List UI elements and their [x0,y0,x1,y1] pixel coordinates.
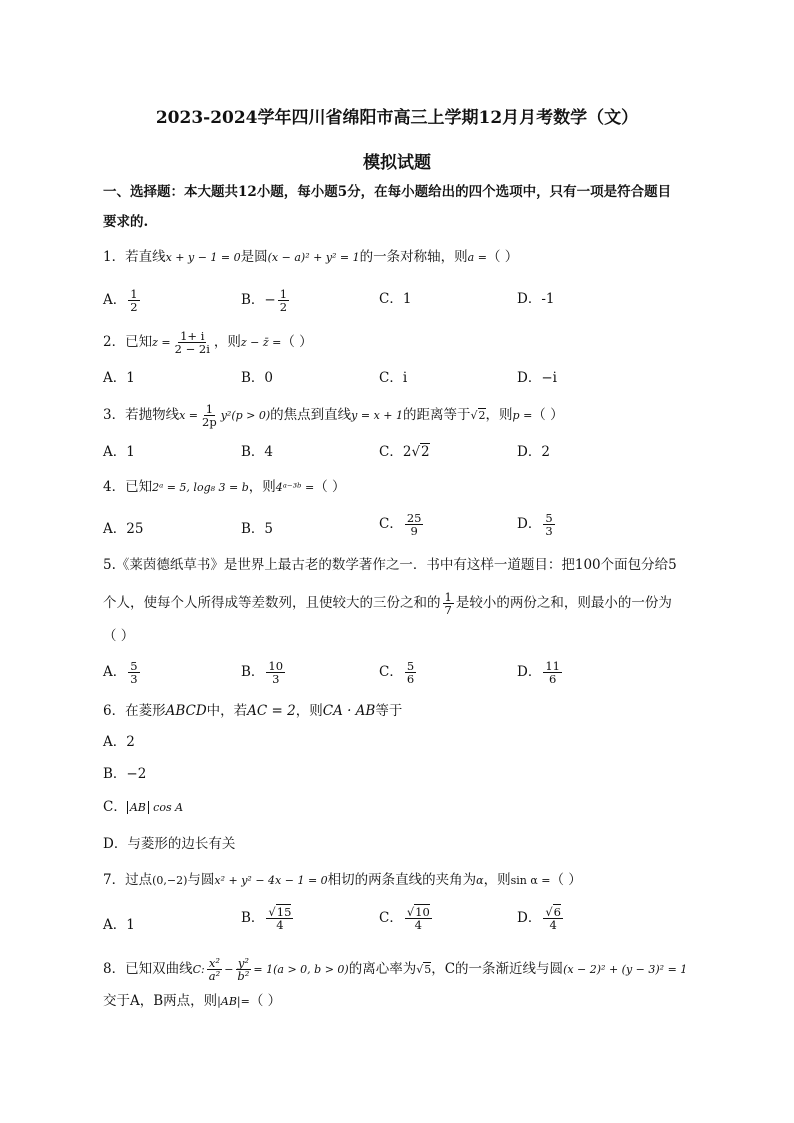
q7-option-c-label: C． [379,910,403,926]
question-3 [103,403,564,428]
q7-option-b-label: B． [241,910,265,926]
q3-option-c-coefficient: 2 [402,444,412,460]
q5-option-c-fraction [405,660,416,685]
question-5-line2 [103,591,672,616]
q7-answer-blank: （ ） [550,872,582,888]
q7-circle-equation: x² + y² − 4x − 1 = 0 [214,874,328,887]
q6-option-c-vector: AB [127,801,149,814]
q2-fraction [173,330,212,355]
q4-option-d-label: D． [517,516,542,532]
q7-option-c-fraction [405,906,432,931]
q1-option-b-sign: − [264,292,276,308]
denominator: 3 [130,672,138,686]
q1-option-b-fraction [278,288,289,313]
q4-given: 2ᵃ = 5, log₈ 3 = b [152,481,249,494]
q7-point: (0,−2) [152,874,188,887]
q5-option-d-label: D． [517,664,542,680]
question-1 [103,248,518,267]
q5-fraction [443,591,454,616]
q8-fraction-y [235,957,251,982]
numerator: 5 [130,659,138,673]
q4-option-c-label: C． [379,516,403,532]
q5-answer-blank: （ ） [103,628,135,644]
q3-text-mid: 的焦点到直线 [270,407,352,423]
denominator: 2 [130,300,138,314]
q7-option-d-fraction [543,906,563,931]
q1-option-a-fraction [128,288,139,313]
q8-answer-blank: （ ） [249,993,282,1009]
q3-line-equation: y = x + 1 [351,409,404,422]
q4-option-c [379,512,425,537]
q1-text-post: 的一条对称轴，则 [359,249,468,265]
q6-option-b: B．−2 [103,766,147,782]
q6-shape-name: ABCD [165,703,207,719]
denominator: 6 [406,672,415,686]
denominator: 4 [414,918,422,932]
q8-prefix: 8．已知双曲线 [103,961,193,977]
q1-text-mid: 是圆 [240,249,268,265]
q5-line2-suffix: 是较小的两份之和，则最小的一份为 [455,595,672,611]
q6-option-c-cos: cos A [153,801,184,814]
q7-text-post: ，则 [483,872,511,888]
q1-answer-blank: （ ） [486,249,519,265]
q1-line-equation: x + y − 1 = 0 [165,251,241,264]
numerator: 11 [545,659,560,673]
q6-option-c [103,798,183,817]
q7-alpha: α [476,874,484,887]
q2-option-d: D．−i [517,370,557,386]
q8-equation-rhs: = 1(a > 0, b > 0) [253,963,349,976]
q8-ab-length: |AB|= [217,995,250,1008]
q8-text-mid: 的离心率为 [348,961,417,977]
q7-text-mid2: 相切的两条直线的夹角为 [327,872,477,888]
q4-text-post: ，则 [248,479,276,495]
numerator: x² [208,956,220,970]
q1-option-d: D．-1 [517,291,555,307]
q2-option-c: C．i [379,370,408,386]
document-subtitle: 模拟试题 [363,153,431,173]
q3-prefix: 3．若抛物线 [103,407,180,423]
q8-text-mid2: ，C的一条渐近线与圆 [431,961,564,977]
q3-option-b: B．4 [241,444,274,460]
q3-option-c: C．2√2 [379,444,430,460]
denominator: 2 [279,300,288,314]
q7-text-mid: 与圆 [187,872,215,888]
q3-option-d: D．2 [517,444,550,460]
numerator: 1+ i [180,329,205,343]
q4-option-c-fraction [405,512,424,537]
denominator: b² [237,969,250,983]
q7-option-d-label: D． [517,910,542,926]
q1-option-b [241,288,291,313]
q3-answer-blank: （ ） [532,407,564,423]
q1-option-a-label: A． [103,292,127,308]
q8-minus: − [224,963,234,976]
denominator: 2p [202,415,217,429]
q4-option-d [517,512,557,537]
q8-fraction-x [207,957,222,982]
question-2 [103,330,313,355]
q1-circle-equation: (x − a)² + y² = 1 [267,251,360,264]
section-instruction-line1: 一、选择题：本大题共12小题，每小题5分，在每小题给出的四个选项中，只有一项是符合题目 [103,184,672,200]
q2-prefix: 2．已知 [103,334,153,350]
question-8-line2 [103,992,281,1011]
q3-condition: y²(p > 0) [220,409,271,422]
q3-text-post: ，则 [485,407,513,423]
q3-option-c-radicand: 2 [421,444,430,460]
q3-option-a: A．1 [103,444,135,460]
q7-sin: sin α = [510,874,551,887]
denominator: a² [208,969,221,983]
q8-circle-equation: (x − 2)² + (y − 3)² = 1 [563,963,688,976]
question-6 [103,702,402,720]
radicand: 6 [553,905,561,919]
q7-option-d [517,906,565,931]
denominator: 6 [548,672,557,686]
q6-option-c-label: C． [103,799,127,815]
q8-curve-name: C: [192,963,205,976]
denominator: 3 [545,524,553,538]
denominator: 4 [276,918,284,932]
q2-z: z = [152,336,171,349]
q7-option-b [241,906,295,931]
numerator: 10 [268,659,284,673]
q2-option-a: A．1 [103,370,135,386]
q7-option-a: A．1 [103,917,135,933]
q6-vector-product: CA · AB [322,703,376,719]
q1-option-a [103,288,142,313]
q3-option-c-label: C． [379,444,403,460]
q5-line2-prefix: 个人，使每个人所得成等差数列，且使较大的三份之和的 [103,595,441,611]
q6-text-post: ，则 [295,703,323,719]
denominator: 2 − 2i [174,342,210,356]
q4-option-d-fraction [543,512,554,537]
q5-option-b-fraction [266,660,285,685]
q2-answer-blank: （ ） [281,334,313,350]
q5-option-d [517,660,564,685]
q3-sqrt-radicand: 2 [478,409,486,422]
q3-sqrt: √2 [470,409,486,422]
q6-text-mid: 中，若 [206,703,248,719]
numerator: 1 [205,402,214,416]
q3-fraction [200,403,219,428]
q2-expression: z − z̄ = [240,336,282,349]
q5-option-c [379,660,418,685]
q5-option-b [241,660,287,685]
denominator: 4 [549,918,557,932]
q5-option-b-label: B． [241,664,265,680]
radicand: 10 [415,905,430,919]
numerator: 1 [130,287,138,301]
q8-sqrt-radicand: 5 [424,963,432,976]
q2-text-post: ，则 [213,334,241,350]
q6-text-tail: 等于 [375,703,403,719]
q7-option-b-fraction [266,906,293,931]
question-8-line1 [103,957,687,982]
q4-answer-blank: （ ） [314,479,346,495]
q1-prefix: 1．若直线 [103,249,166,265]
question-5-line1: 5.《莱茵德纸草书》是世界上最古老的数学著作之一．书中有这样一道题目：把100个面包分给5 [103,557,677,573]
radicand: 15 [276,905,292,919]
q4-option-a: A．25 [103,521,144,537]
q5-option-c-label: C． [379,664,403,680]
q3-text-mid2: 的距离等于 [403,407,471,423]
numerator: 1 [444,590,452,604]
q8-sqrt: √5 [416,963,432,976]
q2-option-b: B．0 [241,370,274,386]
section-instruction-line2: 要求的. [103,214,149,230]
numerator: √6 [545,905,561,919]
q8-line2-prefix: 交于A，B两点，则 [103,993,218,1009]
numerator: 5 [406,659,415,673]
q6-option-a: A．2 [103,734,135,750]
numerator: 25 [406,511,422,525]
q5-option-a-label: A． [103,664,127,680]
numerator: √10 [406,905,430,919]
numerator: √15 [268,905,292,919]
q5-option-a [103,660,142,685]
question-4 [103,478,346,497]
q7-prefix: 7．过点 [103,872,153,888]
denominator: 7 [444,603,452,617]
q1-unknown: a = [467,251,487,264]
numerator: y² [237,956,249,970]
q4-expression: 4ᵃ⁻³ᵇ = [275,481,315,494]
denominator: 9 [410,524,418,538]
q5-option-a-fraction [128,660,139,685]
q3-x: x = [179,409,199,422]
q3-p: p = [512,409,533,422]
document-title: 2023-2024学年四川省绵阳市高三上学期12月月考数学（文） [155,108,639,128]
q6-prefix: 6．在菱形 [103,703,166,719]
q7-option-c [379,906,434,931]
q6-condition: AC = 2 [247,703,296,719]
q1-option-b-label: B． [241,292,265,308]
question-7 [103,871,582,890]
numerator: 5 [545,511,553,525]
q1-option-c: C．1 [379,291,412,307]
q4-prefix: 4．已知 [103,479,153,495]
numerator: 1 [279,287,288,301]
q5-option-d-fraction [543,660,562,685]
q4-option-b: B．5 [241,521,274,537]
denominator: 3 [272,672,280,686]
q6-option-d: D．与菱形的边长有关 [103,836,236,852]
